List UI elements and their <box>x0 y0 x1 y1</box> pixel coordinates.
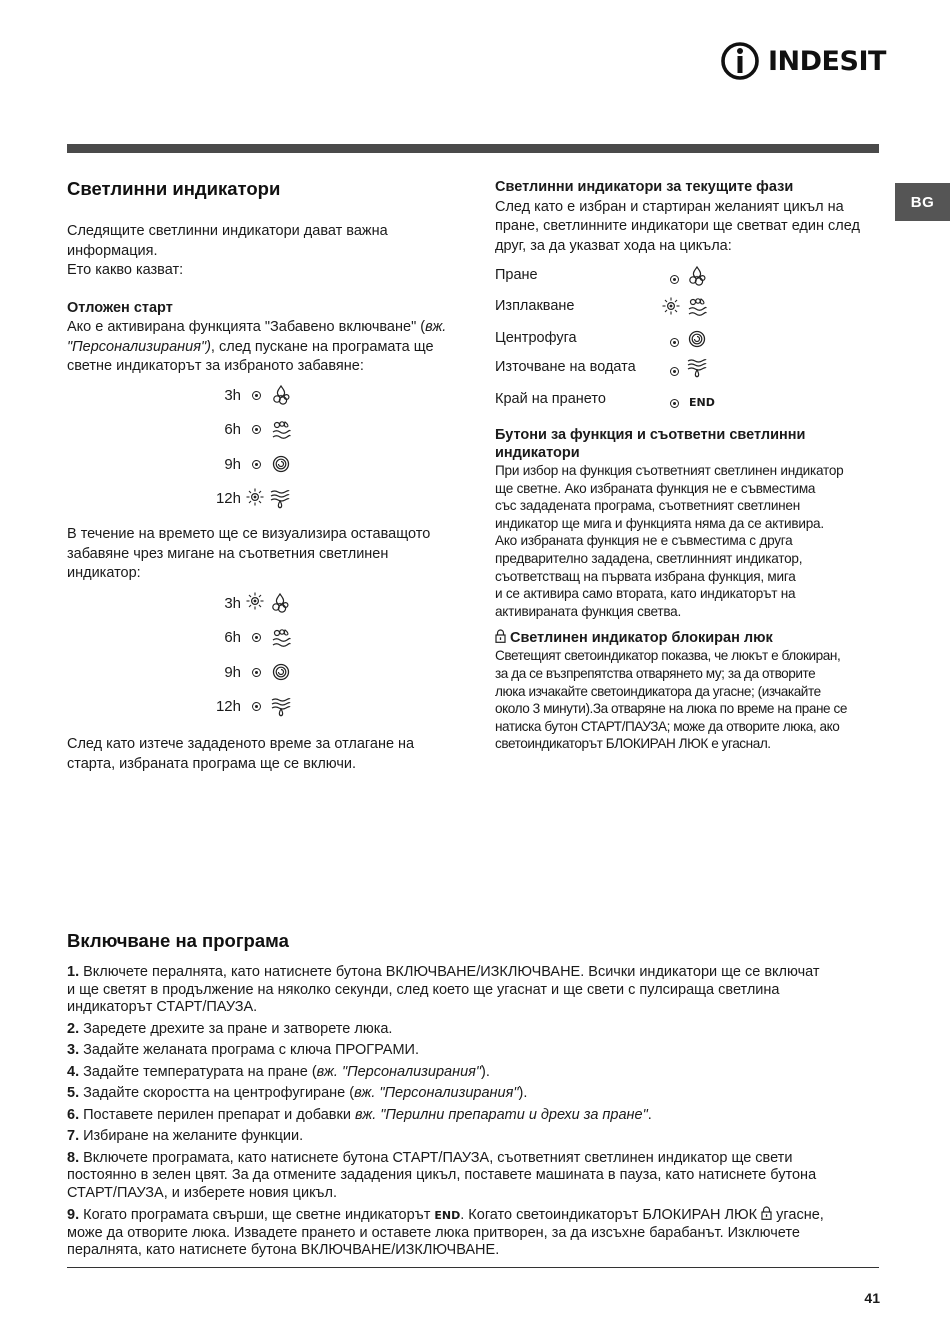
phase-name: Източване на водата <box>495 359 636 375</box>
function-text-line: При избор на функция съответният светлинен индикатор <box>495 463 844 478</box>
step-number: 1. <box>67 964 80 980</box>
delay-label: 12h <box>215 698 241 715</box>
right-column <box>495 178 880 256</box>
function-text-line: предварително зададена, светлинният индикатор, <box>495 550 803 566</box>
function-text-line: и се активира само втората, като индикаторът на <box>495 586 796 602</box>
lock-icon <box>761 1206 772 1220</box>
phase-text-line: След като е избран и стартиран желаният цикъл на <box>495 198 844 215</box>
step-text: Задайте температурата на пране ( <box>83 1063 317 1080</box>
drain-icon <box>271 696 291 718</box>
step-text: постоянно в зелен цвят. За да отмените зададения цикъл, поставете машината в пауза, като натиснете бутона <box>67 1167 817 1183</box>
language-tab: BG <box>895 183 950 221</box>
wash-icon <box>270 592 290 614</box>
lock-text-line: светоиндикаторът БЛОКИРАН ЛЮК е угаснал. <box>495 736 771 752</box>
phase-row <box>495 387 880 413</box>
delayed-text-line: Ако е активирана функцията "Забавено включване" (вж. <box>67 319 447 335</box>
delayed-text-line: светне индикаторът за избраното забавяне: <box>67 358 364 374</box>
rinse-icon <box>271 627 291 649</box>
phase-row <box>495 326 880 352</box>
step-text: ). <box>518 1085 528 1101</box>
delay-indicator-row <box>200 657 291 687</box>
header-rule <box>67 144 879 153</box>
delay-label: 6h <box>224 629 241 646</box>
lock-title <box>495 629 885 647</box>
drain-icon <box>270 488 290 510</box>
delay-indicator-row <box>200 692 291 722</box>
step-item <box>67 1107 882 1125</box>
step-text: Поставете перилен препарат и добавки <box>83 1106 355 1123</box>
step-reference: вж. "Персонализирания" <box>316 1063 482 1080</box>
drain-icon <box>687 357 707 379</box>
middle-text-line: забавяне чрез мигане на съответния светлинен <box>67 545 389 562</box>
phase-row <box>495 355 880 381</box>
function-text-line: съответстващ на първата избрана функция, мига <box>495 568 796 584</box>
indicator-light-icon <box>670 338 679 347</box>
lock-text-line: около 3 минути).За отваряне на люка по време на пране се <box>495 701 847 717</box>
blinking-indicator-icon <box>246 592 264 610</box>
end-label: END <box>434 1209 461 1222</box>
lock-text-line: натиска бутон СТАРТ/ПАУЗА; може да отворите люка, ако <box>495 718 840 734</box>
spin-icon <box>687 328 707 350</box>
delay-indicators-2 <box>200 588 340 728</box>
phase-name: Центрофуга <box>495 330 577 346</box>
step-item <box>67 1206 882 1260</box>
step-number: 6. <box>67 1106 80 1123</box>
step-text: Задайте желаната програма с ключа ПРОГРАМИ. <box>83 1042 419 1058</box>
delayed-text-line: "Персонализирания"), след пускане на програмата ще <box>67 338 434 355</box>
wash-icon <box>687 265 707 287</box>
indicator-light-icon <box>252 391 261 400</box>
indicator-light-icon <box>252 633 261 642</box>
intro-line: Следящите светлинни индикатори дават важна <box>67 223 388 239</box>
function-text-line: индикатор ще мига и функцията няма да се активира. <box>495 515 824 531</box>
phase-indicator-list <box>495 263 880 423</box>
step-text: СТАРТ/ПАУЗА, и изберете новия цикъл. <box>67 1184 337 1201</box>
delay-indicator-row <box>200 623 291 653</box>
lock-title-text: Светлинен индикатор блокиран люк <box>510 630 773 647</box>
indicator-light-icon <box>670 275 679 284</box>
function-title-line: индикатори <box>495 445 580 461</box>
delay-indicator-row <box>200 484 290 514</box>
indicator-light-icon <box>252 668 261 677</box>
blinking-indicator-icon <box>662 297 680 315</box>
step-text: Заредете дрехите за пране и затворете люка. <box>83 1020 393 1037</box>
function-text-line: ще светне. Ако избраната функция не е съвместима <box>495 480 816 496</box>
section-title-start: Включване на програма <box>67 930 289 951</box>
step-text: Когато програмата свърши, ще светне индикаторът <box>83 1207 435 1223</box>
phase-row <box>495 294 880 320</box>
lock-text-line: за да се възпрепятства отварянето му; за да отворите <box>495 665 816 681</box>
step-text: . <box>647 1106 652 1123</box>
indicator-light-icon <box>670 367 679 376</box>
indicator-light-icon <box>670 399 679 408</box>
spin-icon <box>271 661 291 683</box>
footer-rule <box>67 1267 879 1268</box>
step-number: 3. <box>67 1042 80 1058</box>
step-text: пералнята, като натиснете бутона ВКЛЮЧВАНЕ/ИЗКЛЮЧВАНЕ. <box>67 1242 500 1258</box>
delayed-start-title: Отложен старт <box>67 299 173 316</box>
step-text: Задайте скоростта на центрофугиране ( <box>83 1085 355 1101</box>
middle-text <box>67 525 462 584</box>
section-title-indicators: Светлинни индикатори <box>67 178 281 199</box>
phase-name: Пране <box>495 267 538 283</box>
middle-text-line: индикатор: <box>67 565 141 581</box>
rinse-icon <box>687 296 707 318</box>
wash-icon <box>271 384 291 406</box>
indicator-light-icon <box>252 460 261 469</box>
step-number: 2. <box>67 1020 80 1037</box>
step-number: 9. <box>67 1207 80 1223</box>
end-text-line: След като изтече зададеното време за отлагане на <box>67 736 415 752</box>
delay-indicator-row <box>200 588 290 618</box>
delay-indicators-1 <box>200 380 340 520</box>
step-item <box>67 1128 882 1146</box>
end-label: END <box>689 396 715 409</box>
indicator-light-icon <box>252 702 261 711</box>
function-title-line: Бутони за функция и съответни светлинни <box>495 427 806 443</box>
indesit-logo <box>720 40 886 82</box>
delay-indicator-row <box>200 449 291 479</box>
intro-line: Ето какво казват: <box>67 262 184 278</box>
rinse-icon <box>271 419 291 441</box>
delay-label: 3h <box>224 594 241 612</box>
phase-name: Изплакване <box>495 298 575 314</box>
step-text: . Когато светоиндикаторът БЛОКИРАН ЛЮК <box>460 1207 762 1223</box>
lock-icon <box>495 629 506 643</box>
function-text-line: активираната функция светва. <box>495 603 682 619</box>
middle-text-line: В течение на времето ще се визуализира оставащото <box>67 526 431 542</box>
page-number: 41 <box>864 1290 880 1306</box>
phase-name: Край на прането <box>495 391 606 407</box>
step-text: може да отворите люка. Извадете прането и оставете люка притворен, за да изсъхне барабанът. Изключете <box>67 1224 800 1241</box>
intro-line: информация. <box>67 242 158 259</box>
step-text: ). <box>481 1063 490 1080</box>
delay-label: 9h <box>224 455 241 473</box>
step-item <box>67 1085 882 1103</box>
end-text <box>67 735 462 774</box>
step-number: 4. <box>67 1063 80 1080</box>
step-number: 8. <box>67 1149 80 1166</box>
step-text: Включете програмата, като натиснете бутона СТАРТ/ПАУЗА, съответният светлинен индикатор ще свети <box>83 1149 793 1166</box>
delay-label: 9h <box>224 663 241 681</box>
spin-icon <box>271 453 291 475</box>
step-number: 5. <box>67 1085 80 1101</box>
end-text-line: старта, избраната програма ще се включи. <box>67 755 357 772</box>
function-text-line: със зададената програма, съответният светлинен <box>495 498 800 514</box>
step-reference: вж. "Перилни препарати и дрехи за пране" <box>354 1106 648 1123</box>
logo-mark-icon <box>720 40 764 84</box>
indicator-light-icon <box>252 425 261 434</box>
delay-label: 6h <box>224 421 241 438</box>
delay-indicator-row <box>200 415 291 445</box>
delay-indicator-row <box>200 380 291 410</box>
step-text: индикаторът СТАРТ/ПАУЗА. <box>67 999 258 1015</box>
step-text: Избиране на желаните функции. <box>83 1128 304 1144</box>
step-item <box>67 1150 882 1203</box>
step-item <box>67 1021 882 1039</box>
phase-title: Светлинни индикатори за текущите фази <box>495 179 794 195</box>
step-item <box>67 964 882 1017</box>
lock-text-line: Светещият светоиндикатор показва, че люкът е блокиран, <box>495 648 841 664</box>
step-text: Включете пералнята, като натиснете бутона ВКЛЮЧВАНЕ/ИЗКЛЮЧВАНЕ. Всички индикатори ще се включат <box>83 964 820 980</box>
blinking-indicator-icon <box>246 488 264 506</box>
delay-label: 12h <box>215 490 241 507</box>
function-section <box>495 426 885 753</box>
logo-text: INDESIT <box>768 46 886 77</box>
step-number: 7. <box>67 1128 80 1144</box>
phase-text-line: пране, светлинните индикатори ще светват един след <box>495 218 860 234</box>
lock-text-line: люка изчакайте светоиндикатора да угасне; (изчакайте <box>495 683 821 699</box>
step-item <box>67 1042 882 1060</box>
delay-label: 3h <box>224 386 241 404</box>
left-column <box>67 178 462 377</box>
step-item <box>67 1064 882 1082</box>
step-text: и ще светят в продължение на няколко секунди, след което ще угаснат и ще свети с пулсираща светлина <box>67 981 780 998</box>
start-program-section <box>67 930 882 1264</box>
step-reference: вж. "Персонализирания" <box>354 1085 519 1101</box>
function-text-line: Ако избраната функция не е съвместима с друга <box>495 533 793 549</box>
step-text: угасне, <box>772 1207 824 1223</box>
phase-text-line: друг, за да указват хода на цикъла: <box>495 237 732 254</box>
phase-row <box>495 263 880 289</box>
